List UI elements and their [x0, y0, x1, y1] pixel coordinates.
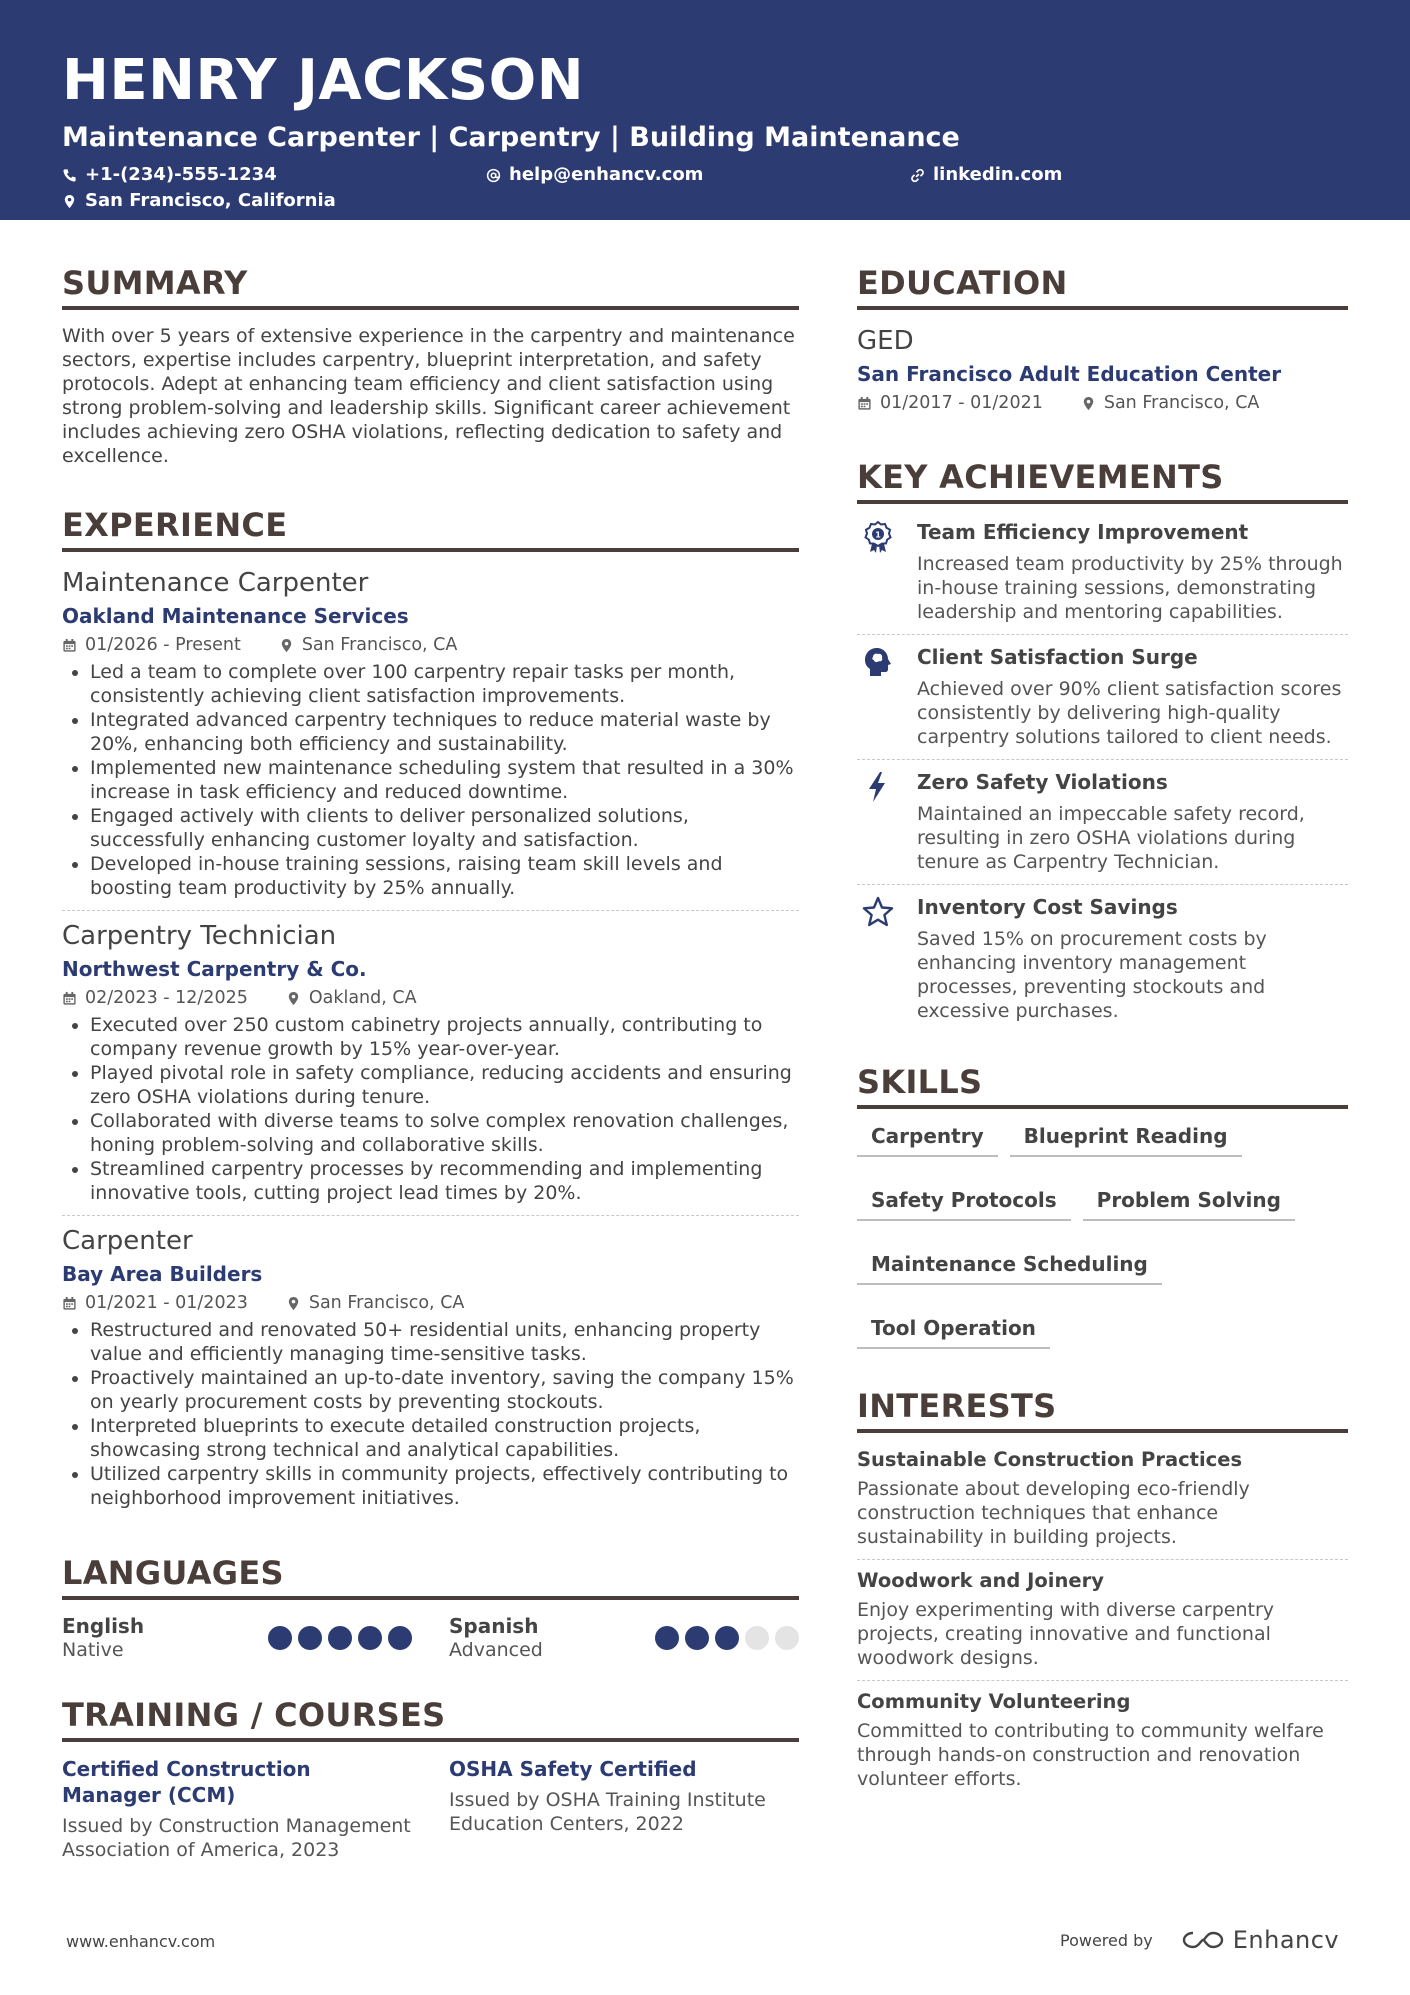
- candidate-headline: Maintenance Carpenter | Carpentry | Building Maintenance: [62, 122, 960, 153]
- entry-divider: [62, 1215, 799, 1216]
- interest-title: Community Volunteering: [857, 1690, 1131, 1713]
- map-pin-icon: [1081, 396, 1096, 411]
- achievement-item: [857, 768, 1348, 874]
- resume-header: [0, 0, 1410, 220]
- calendar-icon: [62, 1296, 77, 1311]
- language-item: [449, 1614, 799, 1662]
- star-outline-icon: [861, 895, 895, 929]
- education-dates: 01/2017 - 01/2021: [880, 393, 1043, 413]
- entry-divider: [857, 1680, 1348, 1681]
- job-dates: 01/2021 - 01/2023: [85, 1293, 248, 1313]
- job-bullet: Engaged actively with clients to deliver personalized solutions, successfully enhancing customer loyalty and satisfaction.: [62, 804, 799, 852]
- email-text: help@enhancv.com: [509, 164, 704, 185]
- achievement-desc: Achieved over 90% client satisfaction scores consistently by delivering high-quality carpentry solutions tailored to client needs.: [917, 678, 1342, 748]
- training-item: [449, 1756, 799, 1862]
- skill-tag: Blueprint Reading: [1010, 1123, 1242, 1157]
- location-text: San Francisco, California: [85, 190, 336, 211]
- rating-dot-filled: [358, 1626, 382, 1650]
- entry-divider: [857, 884, 1348, 885]
- map-pin-icon: [286, 1296, 301, 1311]
- training-heading: TRAINING / COURSES: [62, 1694, 799, 1742]
- entry-divider: [857, 634, 1348, 635]
- rating-dot-filled: [685, 1626, 709, 1650]
- language-name: English: [62, 1614, 145, 1638]
- skill-tag: Tool Operation: [857, 1315, 1050, 1349]
- company-name: Oakland Maintenance Services: [62, 604, 409, 628]
- rating-dot-empty: [775, 1626, 799, 1650]
- job-bullet: Implemented new maintenance scheduling system that resulted in a 30% increase in task efficiency and reduced downtime.: [62, 756, 799, 804]
- candidate-name: HENRY JACKSON: [62, 48, 585, 113]
- at-sign-icon: [486, 168, 501, 183]
- job-bullet: Proactively maintained an up-to-date inventory, saving the company 15% on yearly procurement costs by preventing stockouts.: [62, 1366, 799, 1414]
- award-ribbon-icon: [861, 520, 895, 554]
- contact-info: [62, 164, 1348, 220]
- achievement-title: Zero Safety Violations: [917, 770, 1168, 794]
- degree: GED: [857, 326, 914, 356]
- interest-desc: Passionate about developing eco-friendly construction techniques that enhance sustainability in building projects.: [857, 1478, 1250, 1548]
- company-name: Bay Area Builders: [62, 1262, 263, 1286]
- link-icon: [910, 168, 925, 183]
- map-pin-icon: [279, 638, 294, 653]
- skills-heading: SKILLS: [857, 1061, 1348, 1109]
- job-meta: [62, 1290, 799, 1316]
- entry-divider: [857, 1559, 1348, 1560]
- svg-text:1: 1: [875, 530, 881, 540]
- interest-desc: Committed to contributing to community welfare through hands-on construction and renovation volunteer efforts.: [857, 1720, 1324, 1790]
- job-bullet: Collaborated with diverse teams to solve complex renovation challenges, honing problem-solving and collaborative skills.: [62, 1109, 799, 1157]
- interest-item: [857, 1568, 1348, 1670]
- job-title: Carpenter: [62, 1226, 193, 1256]
- job-meta: [62, 985, 799, 1011]
- experience-entry: [62, 919, 799, 1205]
- summary-heading: SUMMARY: [62, 262, 799, 310]
- company-name: Northwest Carpentry & Co.: [62, 957, 367, 981]
- map-pin-icon: [62, 194, 77, 209]
- languages-heading: LANGUAGES: [62, 1552, 799, 1600]
- job-location: Oakland, CA: [308, 988, 417, 1008]
- enhancv-logo-icon: [1181, 1929, 1225, 1951]
- achievement-item: [857, 643, 1348, 749]
- achievement-title: Inventory Cost Savings: [917, 895, 1178, 919]
- skills-section: [857, 1061, 1348, 1379]
- achievement-desc: Increased team productivity by 25% through in-house training sessions, demonstrating leadership and mentoring capabilities.: [917, 553, 1343, 623]
- rating-dot-empty: [745, 1626, 769, 1650]
- achievement-item: [857, 518, 1348, 624]
- job-bullet: Utilized carpentry skills in community projects, effectively contributing to neighborhood improvement initiatives.: [62, 1462, 799, 1510]
- linkedin-text: linkedin.com: [933, 164, 1063, 185]
- rating-dot-filled: [298, 1626, 322, 1650]
- lightning-bolt-icon: [861, 770, 895, 804]
- language-level: Native: [62, 1639, 124, 1661]
- skill-tag: Maintenance Scheduling: [857, 1251, 1162, 1285]
- education-meta: [857, 390, 1348, 416]
- training-title: Certified Construction Manager (CCM): [62, 1757, 311, 1807]
- brand-logo[interactable]: [1181, 1926, 1339, 1954]
- job-dates: 02/2023 - 12/2025: [85, 988, 248, 1008]
- training-item: [62, 1756, 412, 1862]
- entry-divider: [857, 759, 1348, 760]
- summary-section: [62, 262, 799, 468]
- linkedin-contact[interactable]: [910, 164, 1062, 186]
- experience-section: [62, 504, 799, 1510]
- location-contact: [62, 190, 336, 212]
- job-bullets: [62, 1013, 799, 1205]
- email-contact[interactable]: [486, 164, 703, 186]
- achievement-title: Client Satisfaction Surge: [917, 645, 1198, 669]
- job-location: San Francisco, CA: [308, 1293, 465, 1313]
- footer-branding: [1060, 1926, 1339, 1954]
- language-name: Spanish: [449, 1614, 539, 1638]
- interest-title: Sustainable Construction Practices: [857, 1448, 1243, 1471]
- job-bullet: Developed in-house training sessions, raising team skill levels and boosting team productivity by 25% annually.: [62, 852, 799, 900]
- achievement-desc: Maintained an impeccable safety record, resulting in zero OSHA violations during tenure as Carpentry Technician.: [917, 803, 1305, 873]
- footer-website[interactable]: www.enhancv.com: [66, 1932, 216, 1951]
- training-title: OSHA Safety Certified: [449, 1757, 697, 1781]
- training-section: [62, 1694, 799, 1862]
- job-bullet: Executed over 250 custom cabinetry projects annually, contributing to company revenue growth by 15% year-over-year.: [62, 1013, 799, 1061]
- job-bullet: Streamlined carpentry processes by recommending and implementing innovative tools, cutting project lead times by 20%.: [62, 1157, 799, 1205]
- interests-heading: INTERESTS: [857, 1385, 1348, 1433]
- language-rating: [268, 1626, 412, 1662]
- language-level: Advanced: [449, 1639, 543, 1661]
- achievements-heading: KEY ACHIEVEMENTS: [857, 456, 1348, 504]
- job-bullet: Interpreted blueprints to execute detailed construction projects, showcasing strong technical and analytical capabilities.: [62, 1414, 799, 1462]
- experience-heading: EXPERIENCE: [62, 504, 799, 552]
- job-location: San Francisco, CA: [301, 635, 458, 655]
- job-bullet: Restructured and renovated 50+ residential units, enhancing property value and efficiently managing time-sensitive tasks.: [62, 1318, 799, 1366]
- experience-entry: [62, 566, 799, 900]
- entry-divider: [62, 910, 799, 911]
- job-bullets: [62, 660, 799, 900]
- achievements-section: [857, 456, 1348, 1023]
- skill-tag: Carpentry: [857, 1123, 998, 1157]
- interest-title: Woodwork and Joinery: [857, 1569, 1104, 1592]
- rating-dot-filled: [715, 1626, 739, 1650]
- languages-list: [62, 1614, 799, 1662]
- brand-name: Enhancv: [1232, 1926, 1340, 1954]
- language-item: [62, 1614, 412, 1662]
- phone-contact[interactable]: [62, 164, 277, 186]
- head-profile-icon: [861, 645, 895, 679]
- job-meta: [62, 632, 799, 658]
- rating-dot-filled: [268, 1626, 292, 1650]
- rating-dot-filled: [388, 1626, 412, 1650]
- interest-item: [857, 1689, 1348, 1791]
- school-name: San Francisco Adult Education Center: [857, 362, 1282, 386]
- languages-section: [62, 1552, 799, 1662]
- achievement-desc: Saved 15% on procurement costs by enhancing inventory management processes, preventing stockouts and excessive purchases.: [917, 928, 1267, 1022]
- job-bullet: Integrated advanced carpentry techniques to reduce material waste by 20%, enhancing both efficiency and sustainability.: [62, 708, 799, 756]
- job-bullets: [62, 1318, 799, 1510]
- achievement-title: Team Efficiency Improvement: [917, 520, 1249, 544]
- interests-section: [857, 1385, 1348, 1791]
- skill-tag: Problem Solving: [1083, 1187, 1295, 1221]
- training-desc: Issued by Construction Management Association of America, 2023: [62, 1815, 411, 1861]
- left-column: [62, 262, 799, 1862]
- training-desc: Issued by OSHA Training Institute Education Centers, 2022: [449, 1789, 766, 1835]
- interest-item: [857, 1447, 1348, 1549]
- rating-dot-filled: [328, 1626, 352, 1650]
- job-bullet: Led a team to complete over 100 carpentry repair tasks per month, consistently achieving client satisfaction improvements.: [62, 660, 799, 708]
- education-section: [857, 262, 1348, 416]
- experience-entry: [62, 1224, 799, 1510]
- phone-icon: [62, 168, 77, 183]
- phone-text: +1-(234)-555-1234: [85, 164, 277, 185]
- achievement-item: [857, 893, 1348, 1023]
- job-dates: 01/2026 - Present: [85, 635, 241, 655]
- rating-dot-filled: [655, 1626, 679, 1650]
- skills-list: [857, 1123, 1348, 1379]
- summary-text: With over 5 years of extensive experience in the carpentry and maintenance sectors, expertise includes carpentry, blueprint interpretation, and safety protocols. Adept at enhancing team efficiency and client satisfaction using strong problem-solving and leadership skills. Significant career achievement includes achieving zero OSHA violations, reflecting dedication to safety and excellence.: [62, 325, 795, 467]
- calendar-icon: [62, 991, 77, 1006]
- job-title: Maintenance Carpenter: [62, 568, 369, 598]
- powered-by-label: Powered by: [1060, 1930, 1153, 1950]
- education-heading: EDUCATION: [857, 262, 1348, 310]
- right-column: [857, 262, 1348, 1791]
- job-bullet: Played pivotal role in safety compliance, reducing accidents and ensuring zero OSHA violations during tenure.: [62, 1061, 799, 1109]
- interest-desc: Enjoy experimenting with diverse carpentry projects, creating innovative and functional woodwork designs.: [857, 1599, 1275, 1669]
- language-rating: [655, 1626, 799, 1662]
- job-title: Carpentry Technician: [62, 921, 337, 951]
- calendar-icon: [62, 638, 77, 653]
- calendar-icon: [857, 396, 872, 411]
- map-pin-icon: [286, 991, 301, 1006]
- skill-tag: Safety Protocols: [857, 1187, 1071, 1221]
- education-location: San Francisco, CA: [1103, 393, 1260, 413]
- training-list: [62, 1756, 799, 1862]
